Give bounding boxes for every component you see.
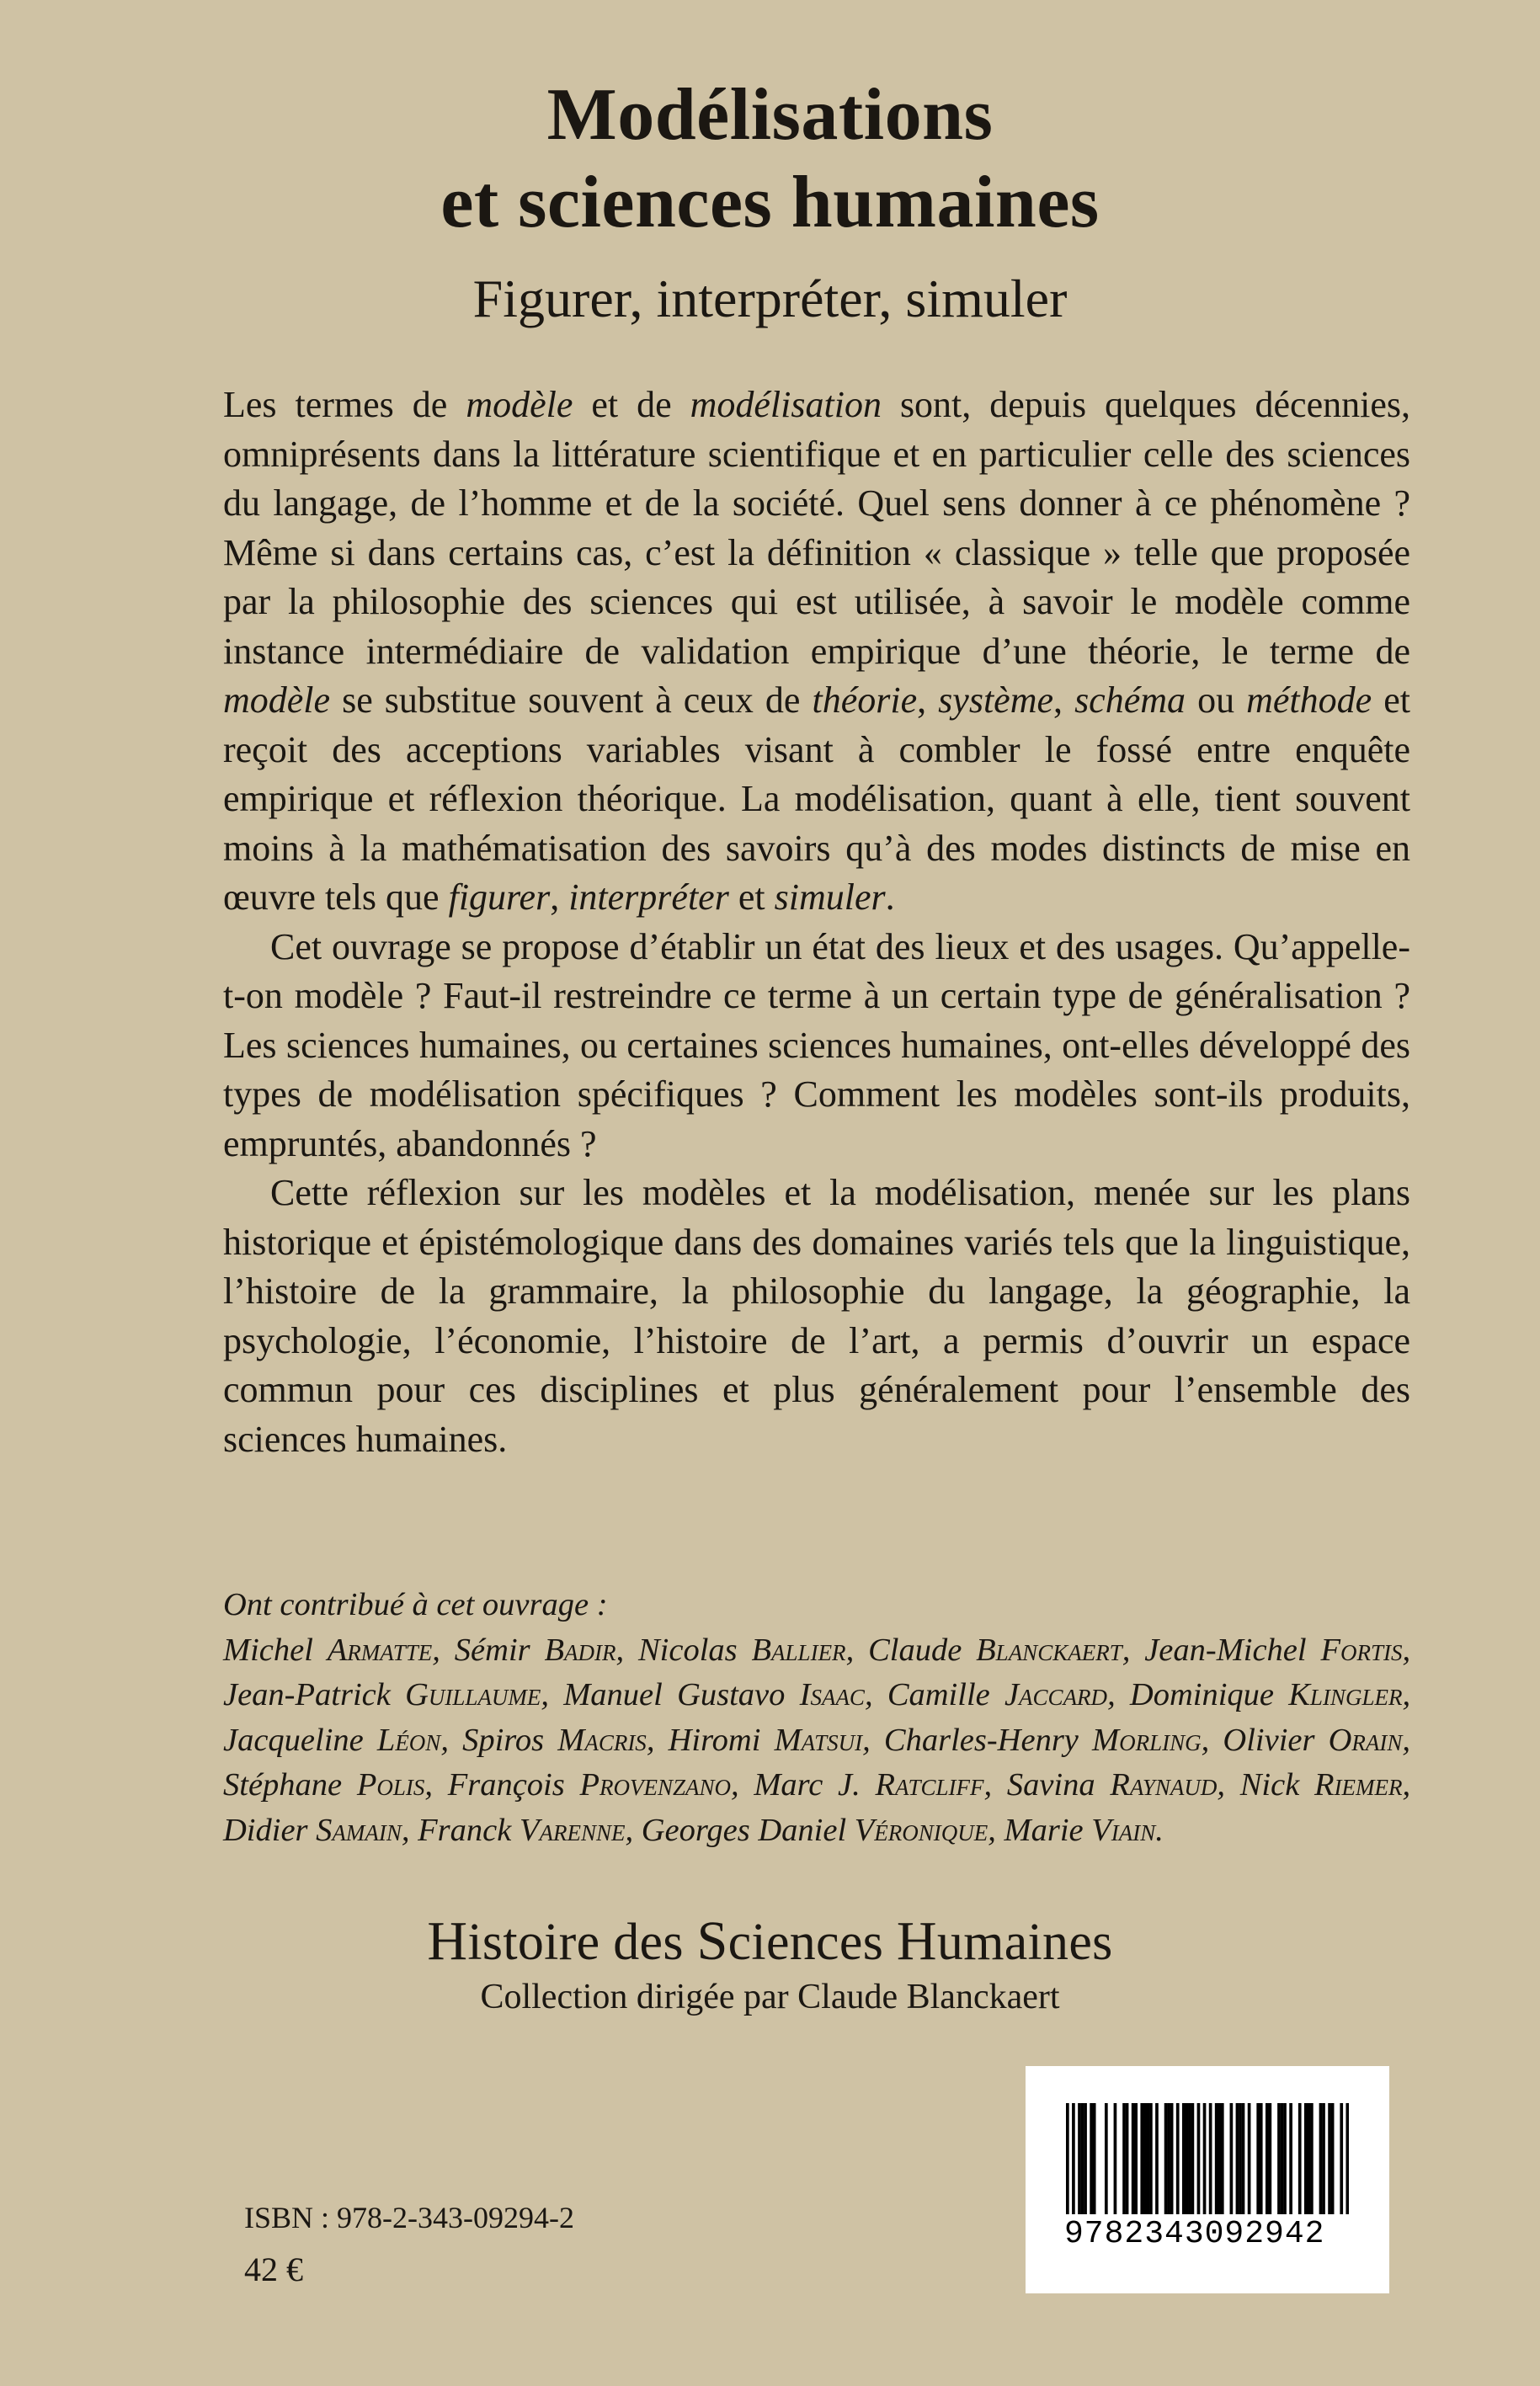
text-run: sont, depuis quelques décennies, omniprésents dans la littérature scientifique et en particulier celle des sciences du langage, de l’homme et de la société. Quel sens donner à ce phénomène ? Même si dans certains cas, c’est la définition « classique » telle que proposée par la philosophie des sciences qui est utilisée, à savoir le modèle comme instance intermédiaire de validation empirique d’une théorie, le terme de bbox=[223, 384, 1410, 672]
blurb bbox=[223, 381, 1410, 1464]
italic-term: modèle bbox=[466, 384, 573, 425]
contributor-name bbox=[223, 1723, 440, 1758]
contributor-last-name: Armatte bbox=[327, 1632, 433, 1668]
barcode-bar bbox=[1346, 2103, 1349, 2214]
barcode-bar bbox=[1218, 2103, 1221, 2214]
contributor-first-name: Manuel Gustavo bbox=[563, 1677, 786, 1712]
contributor-name bbox=[448, 1767, 731, 1803]
barcode-bar bbox=[1176, 2103, 1180, 2214]
italic-term: méthode bbox=[1246, 679, 1372, 721]
contributor-last-name: Guillaume bbox=[405, 1677, 541, 1712]
barcode-bar bbox=[1122, 2103, 1126, 2214]
barcode-bar bbox=[1149, 2103, 1153, 2214]
contributor-last-name: Polis bbox=[356, 1767, 425, 1803]
contributors-section bbox=[223, 1583, 1410, 1853]
contributor-last-name: Badir bbox=[544, 1632, 616, 1668]
collection-name-part: istoire des bbox=[467, 1914, 697, 1971]
contributor-name bbox=[1240, 1767, 1403, 1803]
contributor-name bbox=[642, 1813, 988, 1848]
contributor-name bbox=[563, 1677, 865, 1712]
barcode-bar bbox=[1269, 2103, 1272, 2214]
contributor-first-name: Marie bbox=[1004, 1812, 1084, 1848]
contributors-heading: Ont contribué à cet ouvrage : bbox=[223, 1587, 608, 1622]
contributor-first-name: Camille bbox=[887, 1677, 990, 1712]
contributor-first-name: Savina bbox=[1006, 1767, 1095, 1803]
barcode-bar bbox=[1298, 2103, 1302, 2214]
contributor-last-name: Provenzano bbox=[579, 1767, 731, 1803]
text-run: ou bbox=[1186, 679, 1247, 721]
barcode-bar bbox=[1209, 2103, 1212, 2214]
contributor-name bbox=[638, 1632, 846, 1668]
blurb-paragraph-2: Cet ouvrage se propose d’établir un état des lieux et des usages. Qu’appelle-t-on modèle ? Faut-il restreindre ce terme à un certain type de généralisation ? Les sciences humaines, ou certaines sciences humaines, ont-elles développé des types de modélisation spécifiques ? Comment les modèles sont-ils produits, empruntés, abandonnés ? bbox=[223, 925, 1410, 1164]
barcode-bar bbox=[1114, 2103, 1117, 2214]
contributor-name bbox=[868, 1632, 1122, 1668]
contributor-first-name: Hiromi bbox=[668, 1722, 761, 1758]
barcode-bar bbox=[1188, 2103, 1191, 2214]
italic-term: interpréter bbox=[568, 876, 729, 918]
contributor-name bbox=[223, 1767, 424, 1803]
contributor-last-name: Matsui bbox=[774, 1722, 863, 1758]
contributor-name bbox=[1007, 1767, 1218, 1803]
contributor-last-name: Blanckaert bbox=[976, 1632, 1122, 1668]
contributor-first-name: François bbox=[447, 1767, 565, 1803]
price-label: 42 € bbox=[244, 2250, 303, 2288]
contributor-name bbox=[1130, 1677, 1403, 1712]
barcode-bar bbox=[1331, 2103, 1335, 2214]
barcode-bar bbox=[1310, 2103, 1314, 2214]
collection-name-part: S bbox=[696, 1910, 728, 1972]
contributor-first-name: Jean-Patrick bbox=[223, 1677, 391, 1712]
barcode-bar bbox=[1236, 2103, 1239, 2214]
barcode-bar bbox=[1182, 2103, 1186, 2214]
contributor-last-name: Morling bbox=[1092, 1722, 1202, 1758]
barcode-bar bbox=[1215, 2103, 1218, 2214]
barcode-bar bbox=[1105, 2103, 1108, 2214]
barcode-bar bbox=[1266, 2103, 1269, 2214]
barcode-bar bbox=[1283, 2103, 1287, 2214]
barcode-bars bbox=[1066, 2103, 1349, 2214]
contributor-first-name: Jean-Michel bbox=[1144, 1632, 1307, 1668]
contributor-last-name: Orain bbox=[1328, 1722, 1403, 1758]
text-run: . bbox=[885, 876, 895, 918]
text-run: se substitue souvent à ceux de bbox=[330, 679, 813, 721]
contributor-name bbox=[223, 1632, 432, 1668]
text-run: , bbox=[550, 876, 569, 918]
barcode-bar bbox=[1143, 2103, 1147, 2214]
contributor-first-name: Dominique bbox=[1129, 1677, 1275, 1712]
barcode-bar bbox=[1319, 2103, 1323, 2214]
contributor-first-name: Michel bbox=[223, 1632, 313, 1668]
barcode-bar bbox=[1167, 2103, 1170, 2214]
title-block bbox=[0, 72, 1540, 333]
barcode-bar bbox=[1304, 2103, 1308, 2214]
contributor-last-name: Varenne bbox=[519, 1812, 626, 1848]
contributor-first-name: Marc J. bbox=[754, 1767, 861, 1803]
barcode-bar bbox=[1281, 2103, 1284, 2214]
barcode-bar bbox=[1328, 2103, 1331, 2214]
barcode-bar bbox=[1277, 2103, 1281, 2214]
contributor-last-name: Ratcliff bbox=[875, 1767, 984, 1803]
contributor-last-name: Jaccard bbox=[1004, 1677, 1108, 1712]
contributor-name bbox=[1144, 1632, 1402, 1668]
contributor-first-name: Franck bbox=[418, 1812, 512, 1848]
barcode-bar bbox=[1248, 2103, 1251, 2214]
barcode-bar bbox=[1170, 2103, 1174, 2214]
barcode-bar bbox=[1164, 2103, 1168, 2214]
barcode-bar bbox=[1191, 2103, 1195, 2214]
barcode-bar bbox=[1081, 2103, 1084, 2214]
collection-name-part: umaines bbox=[936, 1914, 1113, 1971]
blurb-paragraph-1 bbox=[223, 381, 1410, 923]
contributor-first-name: Didier bbox=[223, 1812, 308, 1848]
contributor-first-name: Claude bbox=[868, 1632, 962, 1668]
contributor-last-name: Isaac bbox=[799, 1677, 865, 1712]
barcode-bar bbox=[1072, 2103, 1075, 2214]
barcode-bar bbox=[1260, 2103, 1263, 2214]
contributor-last-name: Klingler bbox=[1288, 1677, 1403, 1712]
barcode-bar bbox=[1340, 2103, 1343, 2214]
book-title-line-2: et sciences humaines bbox=[440, 162, 1100, 243]
contributor-name bbox=[462, 1723, 647, 1758]
barcode-bar bbox=[1230, 2103, 1234, 2214]
contributor-last-name: Raynaud bbox=[1110, 1767, 1218, 1803]
contributor-last-name: Léon bbox=[376, 1722, 441, 1758]
barcode-bar bbox=[1242, 2103, 1245, 2214]
barcode-bar bbox=[1307, 2103, 1310, 2214]
barcode-bar bbox=[1090, 2103, 1093, 2214]
contributor-last-name: Samain bbox=[316, 1812, 402, 1848]
italic-term: simuler bbox=[774, 876, 886, 918]
barcode-bar bbox=[1239, 2103, 1242, 2214]
contributor-name bbox=[1223, 1723, 1402, 1758]
collection-name bbox=[0, 1909, 1540, 1974]
collection-director: Collection dirigée par Claude Blanckaert bbox=[480, 1978, 1060, 2016]
collection-name-part: H bbox=[427, 1910, 468, 1972]
contributor-first-name: Olivier bbox=[1223, 1722, 1315, 1758]
contributor-last-name: Macris bbox=[557, 1722, 647, 1758]
italic-term: modèle bbox=[223, 679, 331, 721]
contributor-first-name: Georges Daniel bbox=[641, 1812, 847, 1848]
italic-term: figurer bbox=[448, 876, 551, 918]
collection-name-part: H bbox=[896, 1910, 937, 1972]
barcode-bar bbox=[1155, 2103, 1159, 2214]
blurb-paragraph-3: Cette réflexion sur les modèles et la modélisation, menée sur les plans historique et épistémologique dans des domaines variés tels que la linguistique, l’histoire de la grammaire, la philosophie du langage, la géographie, la psychologie, l’économie, l’histoire de l’art, a permis d’ouvrir un espace commun pour ces disciplines et plus généralement pour l’ensemble des sciences humaines. bbox=[223, 1172, 1410, 1460]
barcode-bar bbox=[1322, 2103, 1325, 2214]
barcode-bar bbox=[1078, 2103, 1081, 2214]
barcode-bar bbox=[1066, 2103, 1069, 2214]
contributor-first-name: Nick bbox=[1239, 1767, 1300, 1803]
text-run: et de bbox=[573, 384, 690, 425]
contributor-name bbox=[1004, 1813, 1156, 1848]
collection-block bbox=[0, 1909, 1540, 2020]
contributor-name bbox=[223, 1677, 541, 1712]
italic-term: schéma bbox=[1074, 679, 1186, 721]
isbn-label: ISBN : 978-2-343-09294-2 bbox=[244, 2201, 574, 2234]
contributor-first-name: Charles-Henry bbox=[883, 1722, 1079, 1758]
text-run: , bbox=[1053, 679, 1075, 721]
contributor-first-name: Nicolas bbox=[638, 1632, 738, 1668]
italic-term: système bbox=[938, 679, 1054, 721]
barcode-bar bbox=[1203, 2103, 1207, 2214]
contributor-last-name: Fortis bbox=[1320, 1632, 1403, 1668]
contributor-first-name: Spiros bbox=[462, 1722, 545, 1758]
contributor-name bbox=[887, 1677, 1107, 1712]
barcode-bar bbox=[1256, 2103, 1260, 2214]
barcode-bar bbox=[1093, 2103, 1096, 2214]
text-run: Les termes de bbox=[223, 384, 466, 425]
italic-term: théorie bbox=[812, 679, 918, 721]
barcode-bar bbox=[1132, 2103, 1135, 2214]
barcode-bar bbox=[1221, 2103, 1224, 2214]
contributor-name bbox=[669, 1723, 863, 1758]
contributor-last-name: Riemer bbox=[1314, 1767, 1403, 1803]
contributors-list: Michel Armatte, Sémir Badir, Nicolas Ballier, Claude Blanckaert, Jean-Michel Fortis, Jean-Patrick Guillaume, Manuel Gustavo Isaac, Camille Jaccard, Dominique Klingler, Jacqueline Léon, Spiros Macris, Hiromi Matsui, Charles-Henry Morling, Olivier Orain, Stéphane Polis, François Provenzano, Marc J. Ratcliff, Savina Raynaud, Nick Riemer, Didier Samain, Franck Varenne, Georges Daniel Véronique, Marie Viain. bbox=[223, 1632, 1411, 1848]
contributor-name bbox=[884, 1723, 1202, 1758]
contributor-name bbox=[754, 1767, 983, 1803]
barcode-bar bbox=[1140, 2103, 1143, 2214]
text-run: et reçoit des acceptions variables visant à combler le fossé entre enquête empirique et réflexion théorique. La modélisation, quant à elle, tient souvent moins à la mathématisation des savoirs qu’à des modes distincts de mise en œuvre tels que bbox=[223, 679, 1410, 918]
barcode-bar bbox=[1197, 2103, 1201, 2214]
contributor-name bbox=[223, 1813, 402, 1848]
contributor-last-name: Ballier bbox=[751, 1632, 846, 1668]
text-run: , bbox=[917, 679, 939, 721]
contributor-name bbox=[418, 1813, 625, 1848]
text-run: et bbox=[728, 876, 775, 918]
contributor-name bbox=[455, 1632, 616, 1668]
book-title-line-1: Modélisations bbox=[546, 74, 994, 156]
contributor-last-name: Viain bbox=[1091, 1812, 1156, 1848]
barcode-panel bbox=[1026, 2066, 1389, 2293]
barcode-bar bbox=[1185, 2103, 1188, 2214]
contributor-first-name: Sémir bbox=[454, 1632, 530, 1668]
contributor-first-name: Jacqueline bbox=[223, 1722, 364, 1758]
barcode-digits: 9782343092942 bbox=[1064, 2216, 1325, 2252]
collection-name-part: ciences bbox=[727, 1914, 897, 1971]
barcode-bar bbox=[1126, 2103, 1129, 2214]
contributor-last-name: Véronique bbox=[854, 1812, 988, 1848]
contributor-first-name: Stéphane bbox=[223, 1767, 343, 1803]
barcode-bar bbox=[1146, 2103, 1149, 2214]
italic-term: modélisation bbox=[690, 384, 882, 425]
barcode-bar bbox=[1134, 2103, 1138, 2214]
barcode-bar bbox=[1084, 2103, 1087, 2214]
book-subtitle: Figurer, interpréter, simuler bbox=[472, 269, 1068, 328]
barcode-bar bbox=[1289, 2103, 1292, 2214]
